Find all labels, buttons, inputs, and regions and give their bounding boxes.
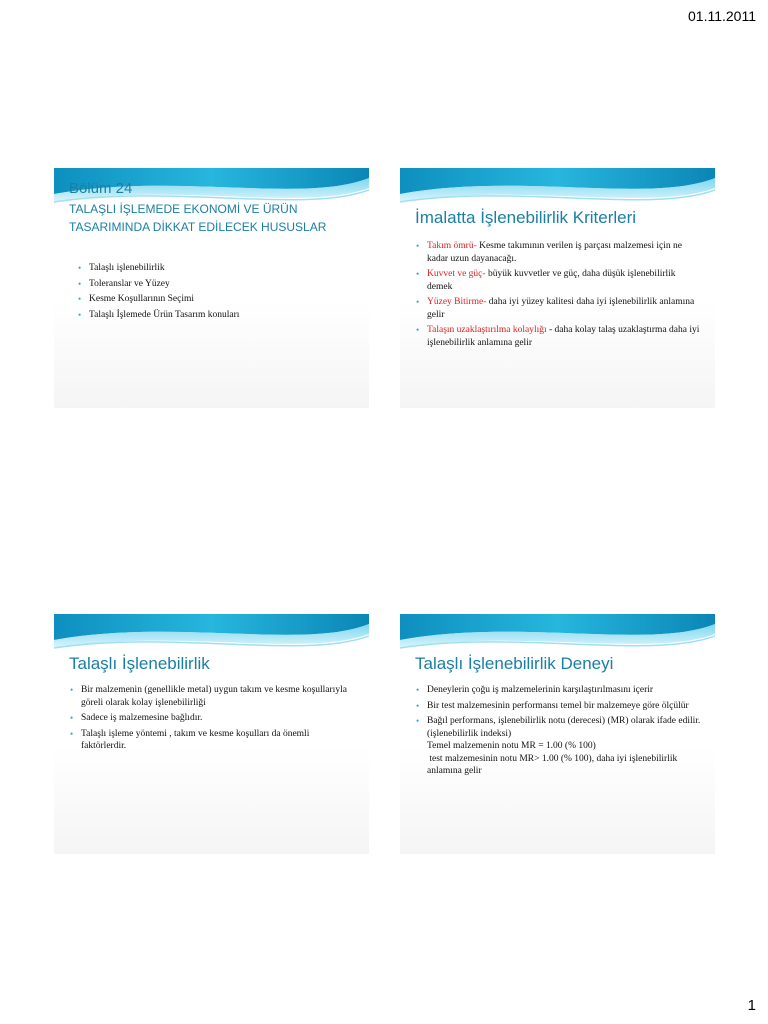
bullet-item: • Bir malzemenin (genellikle metal) uygun takım ve kesme koşullarıyla göreli olarak kolay işlenebilirliği — [70, 685, 347, 708]
slide-thumbnail — [400, 168, 715, 408]
bullet-item: • Talaşlı İşlemede Ürün Tasarım konuları — [78, 309, 240, 320]
bullet-icon: • — [416, 325, 420, 335]
bullet-icon: • — [78, 309, 82, 320]
bullet-icon: • — [78, 278, 82, 289]
bullet-icon: • — [70, 728, 74, 739]
bullet-icon: • — [70, 685, 74, 695]
bullet-item: • Kesme Koşullarının Seçimi — [78, 294, 195, 304]
slide-thumbnail — [54, 614, 369, 854]
slide-body — [78, 262, 355, 324]
bullet-icon: • — [78, 294, 82, 304]
slide-heading — [69, 180, 363, 236]
bullet-item: • Kuvvet ve güç- büyük kuvvetler ve güç, daha düşük işlenebilirlik demek — [416, 269, 676, 292]
slide-body — [70, 684, 355, 756]
slide-body — [416, 240, 701, 352]
page-number: 1 — [747, 997, 756, 1014]
bullet-item: • Deneylerin çoğu iş malzemelerinin karşılaştırılmasını içerir — [416, 685, 654, 695]
bullet-item: • Toleranslar ve Yüzey — [78, 278, 170, 289]
slide-thumbnail — [54, 168, 369, 408]
bullet-list — [70, 684, 355, 753]
slide-title: Talaşlı İşlenebilirlik — [69, 654, 210, 673]
chapter-label: Bölüm 24 — [69, 180, 133, 197]
bullet-icon: • — [416, 685, 420, 695]
slide-body — [416, 684, 701, 781]
slide-title: İmalatta İşlenebilirlik Kriterleri — [415, 208, 637, 227]
bullet-list — [78, 262, 355, 321]
bullet-item: • Sadece iş malzemesine bağlıdır. — [70, 713, 203, 723]
bullet-icon: • — [70, 713, 74, 723]
bullet-icon: • — [416, 700, 420, 711]
subtitle-line: TASARIMINDA DİKKAT EDİLECEK HUSUSLAR — [69, 220, 327, 234]
bullet-icon: • — [416, 297, 420, 307]
bullet-item: • Yüzey Bitirme- daha iyi yüzey kalitesi daha iyi işlenebilirlik anlamına gelir — [416, 297, 695, 320]
bullet-icon: • — [78, 263, 82, 273]
bullet-icon: • — [416, 269, 420, 279]
bullet-icon: • — [416, 716, 420, 726]
slide-title: Talaşlı İşlenebilirlik Deneyi — [415, 654, 614, 673]
chapter-subtitle — [69, 200, 363, 236]
bullet-item: • Talaşın uzaklaştırılma kolaylığı - daha kolay talaş uzaklaştırma daha iyi işlenebilirlik anlamına gelir — [416, 325, 700, 348]
subtitle-line: TALAŞLI İŞLEMEDE EKONOMİ VE ÜRÜN — [69, 202, 298, 216]
bullet-item: • Talaşlı işleme yöntemi , takım ve kesme koşulları da önemli faktörlerdir. — [70, 728, 310, 751]
bullet-list — [416, 684, 701, 778]
bullet-icon: • — [416, 241, 420, 251]
bullet-item: • Takım ömrü- Kesme takımının verilen iş parçası malzemesi için ne kadar uzun dayanacağı. — [416, 241, 682, 264]
bullet-item: • Bir test malzemesinin performansı temel bir malzemeye göre ölçülür — [416, 700, 689, 711]
slide-thumbnail — [400, 614, 715, 854]
bullet-list — [416, 240, 701, 349]
bullet-item: • Bağıl performans, işlenebilirlik notu (derecesi) (MR) olarak ifade edilir. (işlenebilirlik indeksi) Temel malzemenin notu MR = 1.00 (% 100) test malzemesinin notu MR> 1.00 (% 100), daha iyi işlenebilirlik anlamına gelir — [416, 716, 701, 776]
page-date: 01.11.2011 — [688, 8, 756, 24]
bullet-item: • Talaşlı işlenebilirlik — [78, 263, 165, 273]
